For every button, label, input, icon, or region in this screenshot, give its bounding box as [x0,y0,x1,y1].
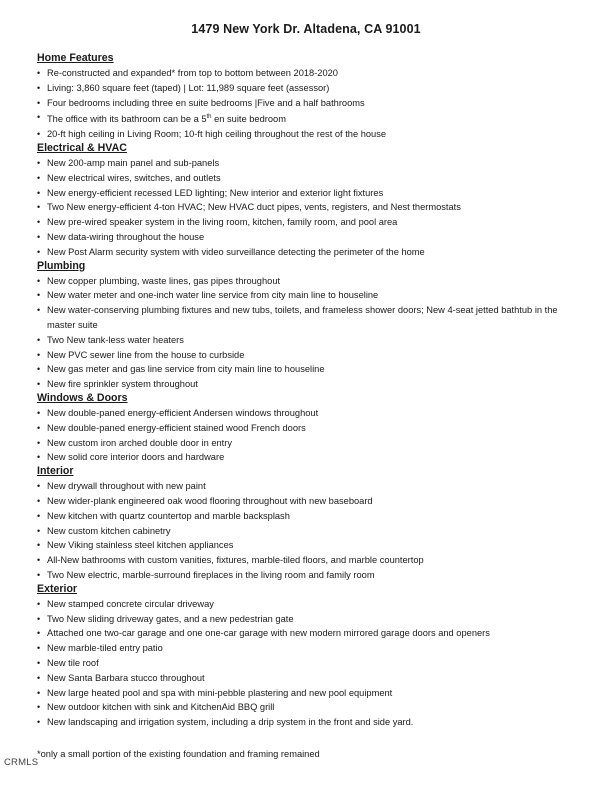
section-interior [37,465,577,583]
bullet-item: • New pre-wired speaker system in the living room, kitchen, family room, and pool area [37,215,577,230]
bullet-item: • New double-paned energy-efficient Andersen windows throughout [37,406,577,421]
section-exterior [37,583,577,730]
bullet-item: • New large heated pool and spa with mini-pebble plastering and new pool equipment [37,686,577,701]
bullet-item: • New 200-amp main panel and sub-panels [37,156,577,171]
bullet-item: • New kitchen with quartz countertop and marble backsplash [37,509,577,524]
bullet-list [37,597,577,730]
document-body [37,52,577,730]
bullet-item: • Four bedrooms including three en suite bedrooms |Five and a half bathrooms [37,96,577,111]
bullet-item: • New fire sprinkler system throughout [37,377,577,392]
bullet-item: • New data-wiring throughout the house [37,230,577,245]
bullet-item: • New custom kitchen cabinetry [37,524,577,539]
section-plumbing [37,260,577,392]
bullet-item: • New gas meter and gas line service from city main line to houseline [37,362,577,377]
section-home-features [37,52,577,142]
section-windows-and-doors [37,392,577,465]
bullet-item: • New water-conserving plumbing fixtures and new tubs, toilets, and frameless shower doors; New 4-seat jetted bathtub in the master suite [37,303,577,333]
bullet-item: • New double-paned energy-efficient stained wood French doors [37,421,577,436]
bullet-item: • Two New energy-efficient 4-ton HVAC; New HVAC duct pipes, vents, registers, and Nest thermostats [37,200,577,215]
bullet-item: • 20-ft high ceiling in Living Room; 10-ft high ceiling throughout the rest of the house [37,127,577,142]
bullet-item: • New outdoor kitchen with sink and KitchenAid BBQ grill [37,700,577,715]
section-heading: Interior [37,465,74,478]
bullet-item: • Two New electric, marble-surround fireplaces in the living room and family room [37,568,577,583]
bullet-list [37,274,577,392]
bullet-item: • New electrical wires, switches, and outlets [37,171,577,186]
bullet-item: • New stamped concrete circular driveway [37,597,577,612]
bullet-item: • All-New bathrooms with custom vanities, fixtures, marble-tiled floors, and marble countertop [37,553,577,568]
bullet-list [37,66,577,142]
bullet-item: • New copper plumbing, waste lines, gas pipes throughout [37,274,577,289]
bullet-item: • New wider-plank engineered oak wood flooring throughout with new baseboard [37,494,577,509]
bullet-item: • Attached one two-car garage and one one-car garage with new modern mirrored garage doors and openers [37,626,577,641]
section-electrical-and-hvac [37,142,577,260]
bullet-list [37,479,577,583]
document-title: 1479 New York Dr. Altadena, CA 91001 [191,22,421,36]
bullet-item: • Living: 3,860 square feet (taped) | Lot: 11,989 square feet (assessor) [37,81,577,96]
bullet-item: • New Viking stainless steel kitchen appliances [37,538,577,553]
section-heading: Home Features [37,52,114,64]
bullet-item: • New custom iron arched double door in entry [37,436,577,451]
bullet-item: • New water meter and one-inch water line service from city main line to houseline [37,288,577,303]
bullet-item: • New marble-tiled entry patio [37,641,577,656]
bullet-item: • Two New tank-less water heaters [37,333,577,348]
section-heading: Plumbing [37,259,86,272]
bullet-item: • New landscaping and irrigation system, including a drip system in the front and side yard. [37,715,577,730]
bullet-item: • Re-constructed and expanded* from top to bottom between 2018-2020 [37,66,577,81]
bullet-item: • New solid core interior doors and hardware [37,450,577,465]
footnote: *only a small portion of the existing foundation and framing remained [37,749,320,759]
bullet-item: • New drywall throughout with new paint [37,479,577,494]
watermark-text: CRMLS [4,757,39,768]
bullet-item: • Two New sliding driveway gates, and a new pedestrian gate [37,612,577,627]
section-heading: Electrical & HVAC [37,142,127,155]
bullet-item: • New Post Alarm security system with video surveillance detecting the perimeter of the home [37,245,577,260]
bullet-item: • New Santa Barbara stucco throughout [37,671,577,686]
bullet-item: • The office with its bathroom can be a 5th en suite bedroom [37,110,577,127]
bullet-list [37,156,577,260]
section-heading: Windows & Doors [37,392,128,405]
bullet-list [37,406,577,465]
section-heading: Exterior [37,582,78,595]
bullet-item: • New PVC sewer line from the house to curbside [37,348,577,363]
bullet-item: • New energy-efficient recessed LED lighting; New interior and exterior light fixtures [37,186,577,201]
bullet-item: • New tile roof [37,656,577,671]
